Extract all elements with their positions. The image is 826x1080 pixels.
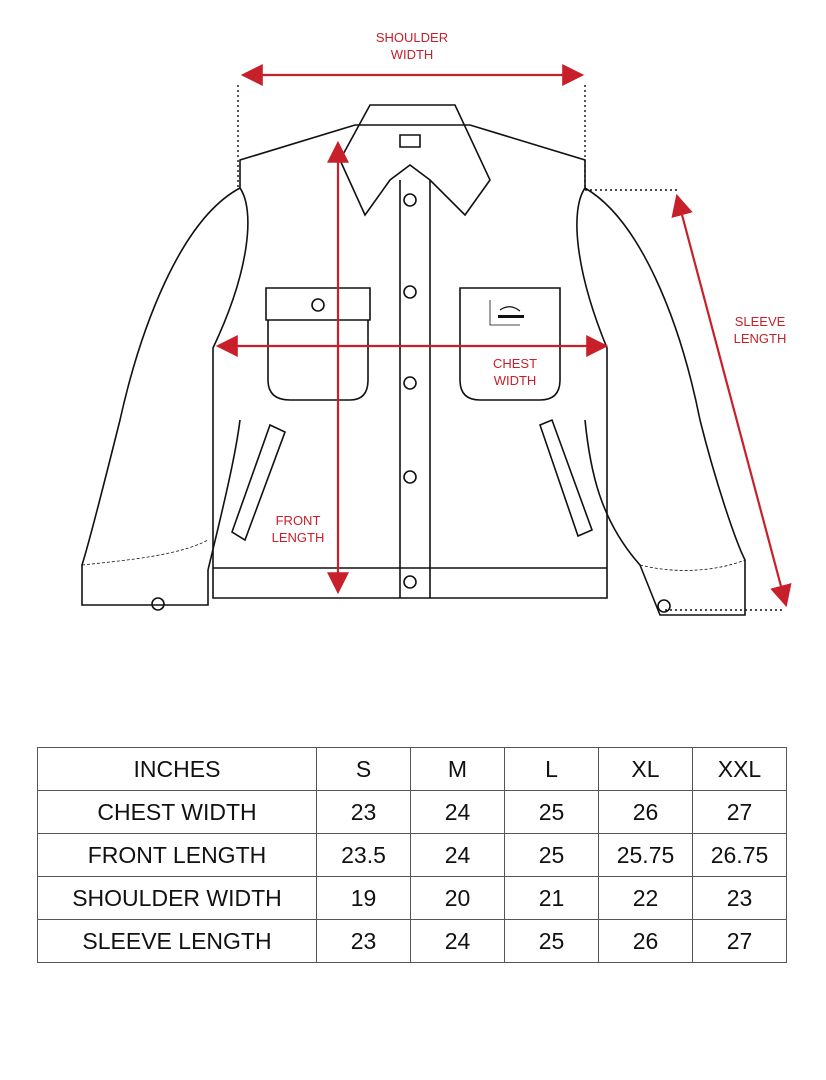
table-row <box>38 920 787 963</box>
cell: 25 <box>505 791 599 834</box>
cell: 22 <box>599 877 693 920</box>
row-label: FRONT LENGTH <box>38 834 317 877</box>
header-cell: L <box>505 748 599 791</box>
cell: 26 <box>599 791 693 834</box>
row-label: SLEEVE LENGTH <box>38 920 317 963</box>
front-length-label <box>262 512 334 546</box>
cell: 24 <box>411 791 505 834</box>
cell: 23 <box>317 920 411 963</box>
label-line: FRONT <box>275 513 321 528</box>
row-label: SHOULDER WIDTH <box>38 877 317 920</box>
table-row <box>38 791 787 834</box>
shoulder-width-label <box>362 29 462 63</box>
cell: 27 <box>693 791 787 834</box>
cell: 23 <box>317 791 411 834</box>
row-label: CHEST WIDTH <box>38 791 317 834</box>
cell: 26.75 <box>693 834 787 877</box>
header-cell: XL <box>599 748 693 791</box>
label-line: LENGTH <box>733 331 787 346</box>
cell: 24 <box>411 920 505 963</box>
cell: 23 <box>693 877 787 920</box>
cell: 23.5 <box>317 834 411 877</box>
sleeve-length-label <box>722 313 798 347</box>
table-row <box>38 877 787 920</box>
cell: 25.75 <box>599 834 693 877</box>
brand-logo <box>498 307 524 318</box>
header-cell: M <box>411 748 505 791</box>
jacket-outline <box>82 105 745 615</box>
header-cell: XXL <box>693 748 787 791</box>
cell: 20 <box>411 877 505 920</box>
label-line: LENGTH <box>271 530 325 545</box>
header-cell: INCHES <box>38 748 317 791</box>
cell: 25 <box>505 920 599 963</box>
label-line: WIDTH <box>493 373 537 388</box>
cell: 21 <box>505 877 599 920</box>
sleeve-length-arrow <box>677 196 786 605</box>
cell: 27 <box>693 920 787 963</box>
cell: 25 <box>505 834 599 877</box>
cell: 26 <box>599 920 693 963</box>
header-cell: S <box>317 748 411 791</box>
label-line: CHEST <box>492 356 538 371</box>
cell: 24 <box>411 834 505 877</box>
label-line: SHOULDER <box>375 30 449 45</box>
table-header-row <box>38 748 787 791</box>
table-row <box>38 834 787 877</box>
size-table <box>37 747 787 963</box>
label-line: SLEEVE <box>734 314 786 329</box>
cell: 19 <box>317 877 411 920</box>
chest-width-label <box>482 355 548 389</box>
label-line: WIDTH <box>390 47 434 62</box>
